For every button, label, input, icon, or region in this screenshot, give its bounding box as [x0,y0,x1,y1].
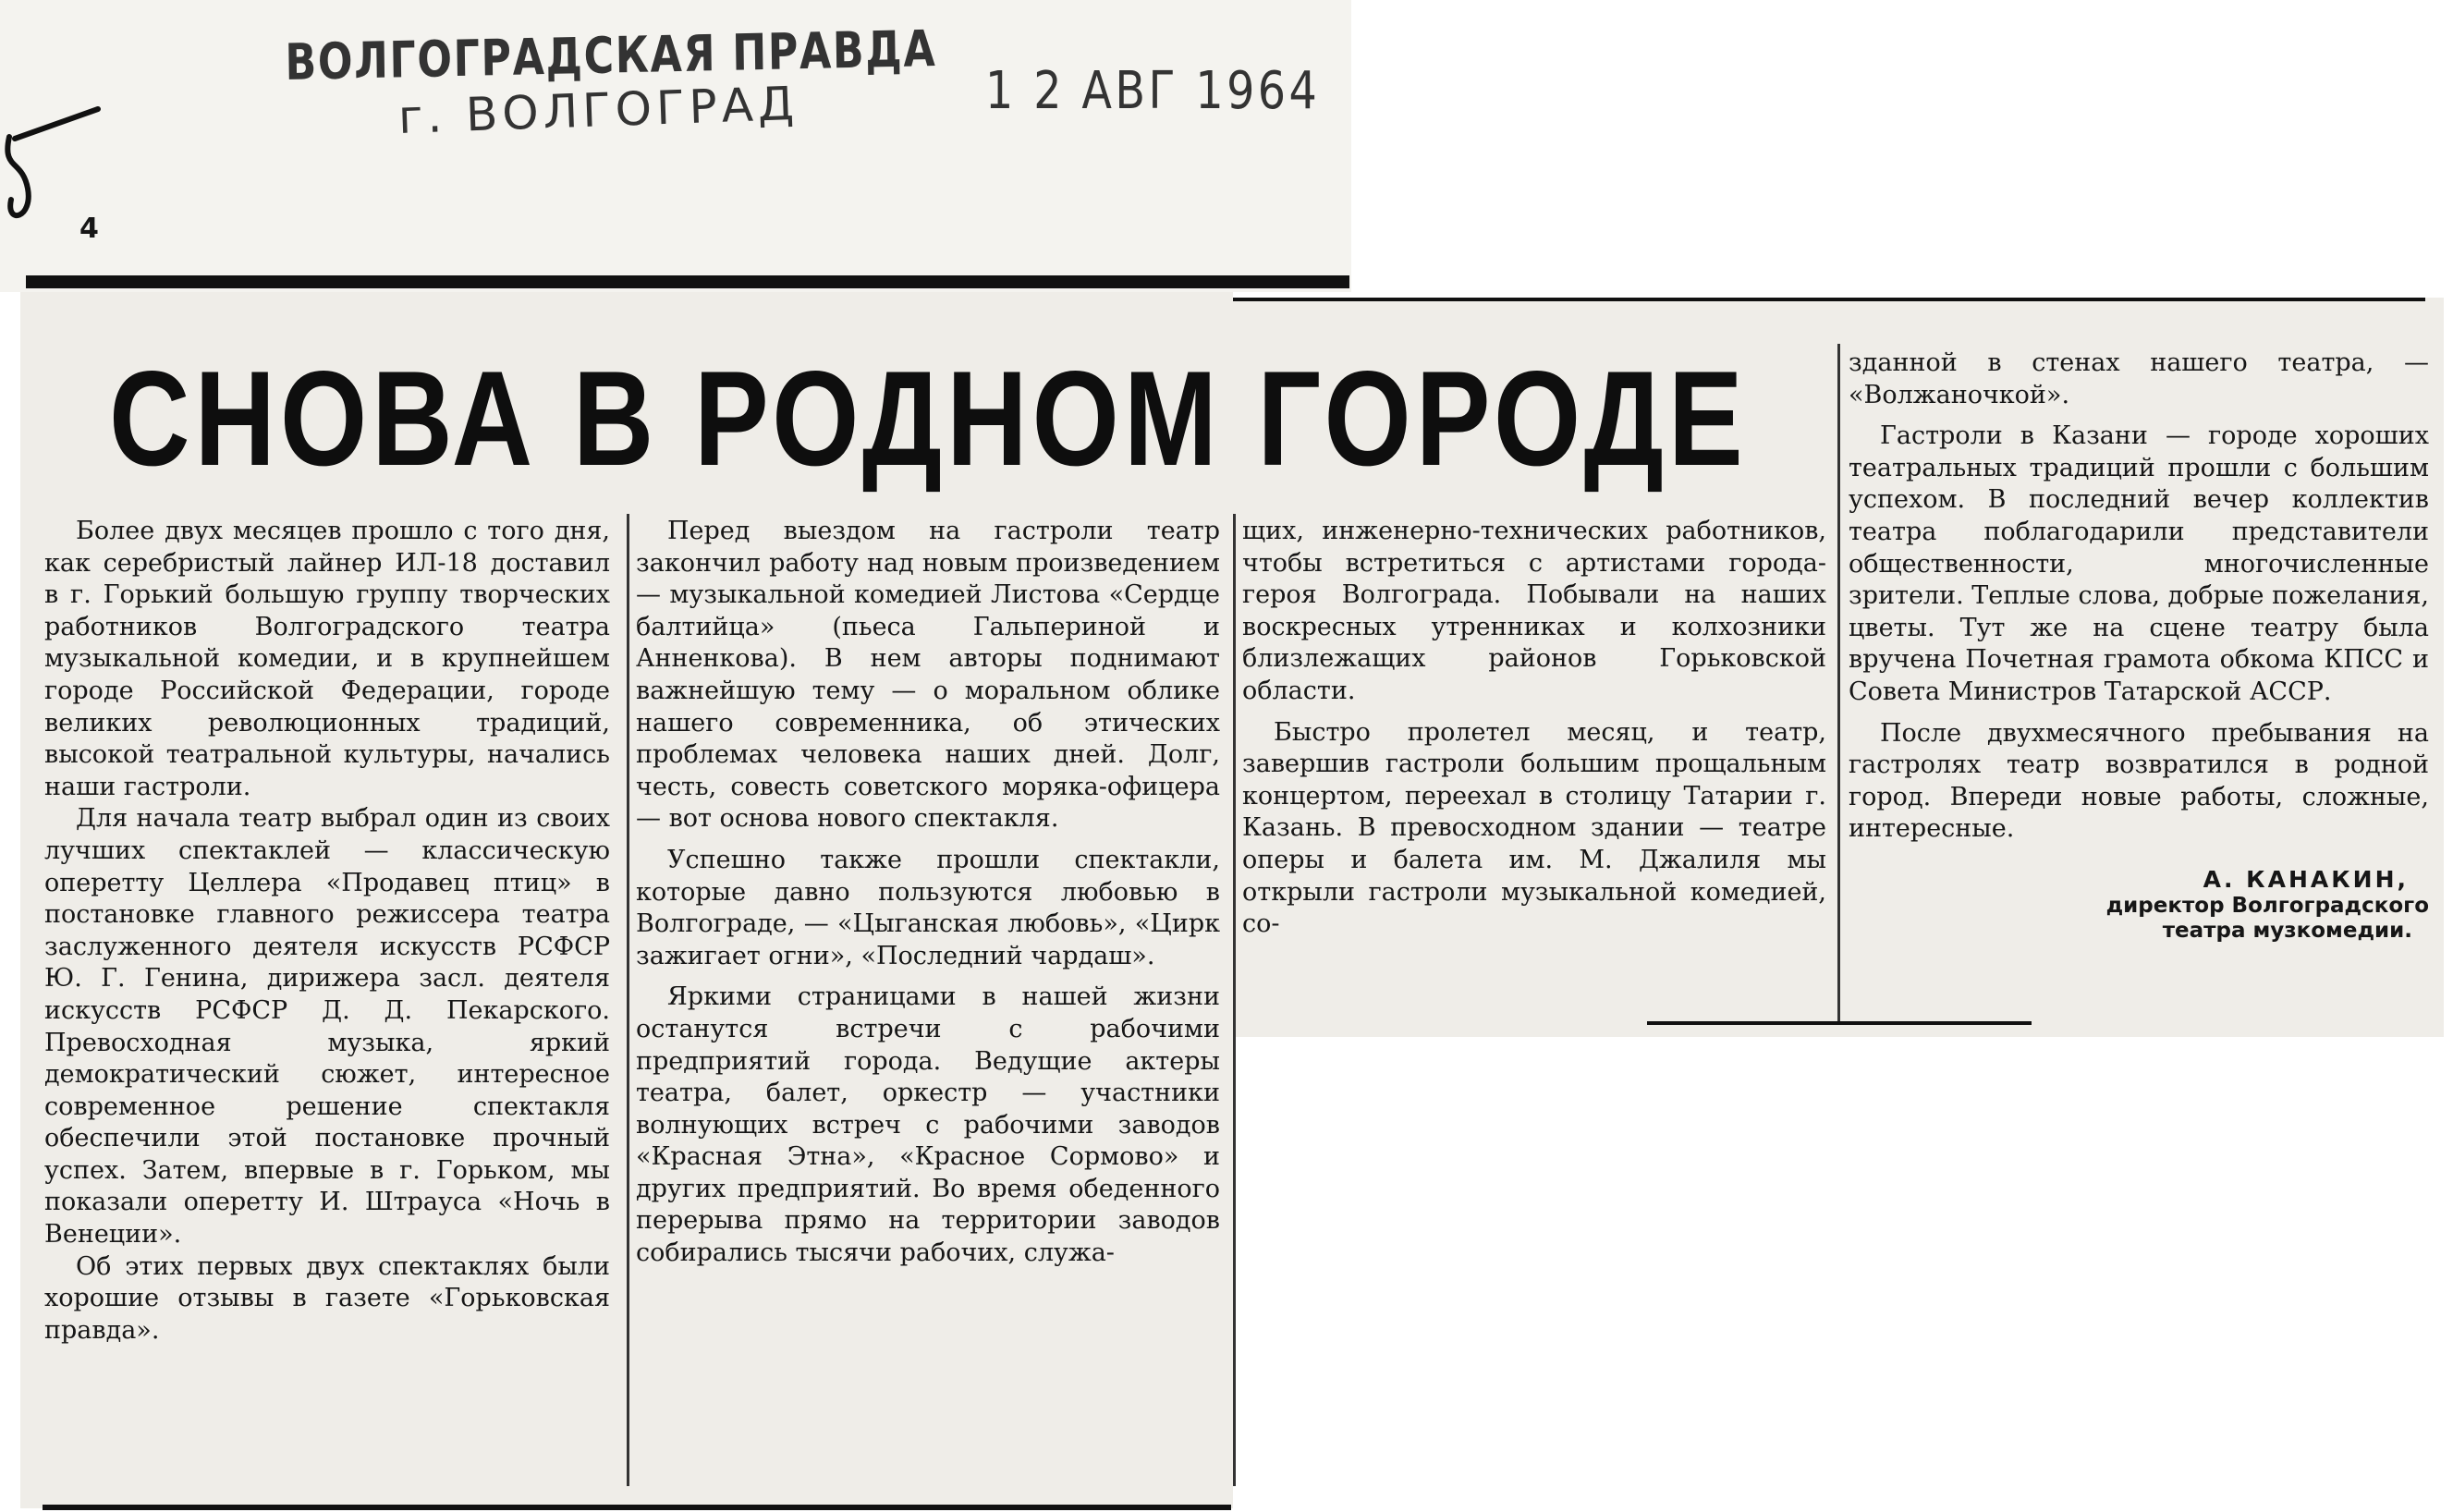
column-divider [1233,514,1236,1486]
top-rule-right [1233,298,2425,301]
paragraph: Для начала театр выбрал один из своих лучших спектаклей — классическую оперетту Целлера «Продавец птиц» в постановке главного режиссера театра заслуженного деятеля искусств РСФСР Ю. Г. Генина, дирижера засл. деятеля искусств РСФСР Д. Д. Пекарского. Превосходная музыка, яркий демократический сюжет, интересное современное решение спектакля обеспечили этой постановке прочный успех. Затем, впервые в г. Горьком, мы показали оперетту И. Штрауса «Ночь в Венеции». [44,804,610,1250]
article-column-2 [636,516,1220,1270]
author-signature [1849,866,2429,944]
paragraph: После двухмесячного пребывания на гастролях театр возвратился в родной город. Впереди новые работы, сложные, интересные. [1849,718,2429,844]
paragraph: Успешно также прошли спектакли, которые давно пользуются любовью в Волгограде, — «Цыганская любовь», «Цирк зажигает огни», «Последний чардаш». [636,845,1220,970]
author-name: А. КАНАКИН, [2203,865,2409,893]
paragraph: Яркими страницами в нашей жизни останутся встречи с рабочими предприятий города. Ведущие актеры театра, балет, оркестр — участники волнующих встреч с рабочими заводов «Красная Этна», «Красное Сормово» и других предприятий. Во время обеденного перерыва прямо на территории заводов собирались тысячи рабочих, служа- [636,982,1220,1268]
author-title: директор Волгоградского [2105,893,2429,918]
column-divider [1837,344,1840,1024]
article-column-1 [44,516,610,1347]
paragraph: щих, инженерно-технических работников, чтобы встретиться с артистами города-героя Волгограда. Побывали на наших воскресных утренниках и колхозники близлежащих районов Горьковской области. [1242,517,1826,705]
paragraph: Быстро пролетел месяц, и театр, завершив гастроли большим прощальным концертом, переехал в столицу Татарии г. Казань. В превосходном здании — театре оперы и балета им. М. Джалиля мы открыли гастроли музыкальной комедией, со- [1242,717,1826,939]
article-end-rule [1647,1021,2032,1025]
paragraph: Об этих первых двух спектаклях были хорошие отзывы в газете «Горьковская правда». [44,1251,610,1345]
paragraph: Более двух месяцев прошло с того дня, как серебристый лайнер ИЛ-18 доставил в г. Горький большую группу творческих работников Волгоградского театра музыкальной комедии, и в крупнейшем городе Российской Федерации, городе великих революционных традиций, высокой театральной культуры, начались наши гастроли. [44,517,610,801]
author-organization: театра музкомедии. [2162,918,2412,943]
date-stamp: 1 2 АВГ 1964 [985,61,1321,121]
paragraph: зданной в стенах нашего театра, — «Волжаночкой». [1849,348,2429,409]
top-rule [26,275,1349,288]
headline: СНОВА В РОДНОМ ГОРОДЕ [109,343,1748,494]
page-number: 4 [79,213,99,245]
article-column-4 [1849,348,2429,944]
column-divider [627,514,629,1486]
city-stamp: г. ВОЛГОГРАД [397,76,799,144]
paragraph: Перед выездом на гастроли театр закончил работу над новым произведением — музыкальной комедией Листова «Сердце балтийца» (пьеса Гальпериной и Анненкова). В нем авторы поднимают важнейшую тему — о моральном облике нашего современника, об этических проблемах человека наших дней. Долг, честь, совесть советского моряка-офицера — вот основа нового спектакля. [636,517,1220,834]
paragraph: Гастроли в Казани — городе хороших театральных традиций прошли с большим успехом. В последний вечер коллектив театра поблагодарили представители общественности, многочисленные зрители. Теплые слова, добрые пожелания, цветы. Тут же на сцене театру была вручена Почетная грамота обкома КПСС и Совета Министров Татарской АССР. [1849,421,2429,706]
bottom-rule [43,1505,1231,1510]
article-column-3 [1242,516,1826,941]
newspaper-name-stamp: ВОЛГОГРАДСКАЯ ПРАВДА [285,18,937,91]
